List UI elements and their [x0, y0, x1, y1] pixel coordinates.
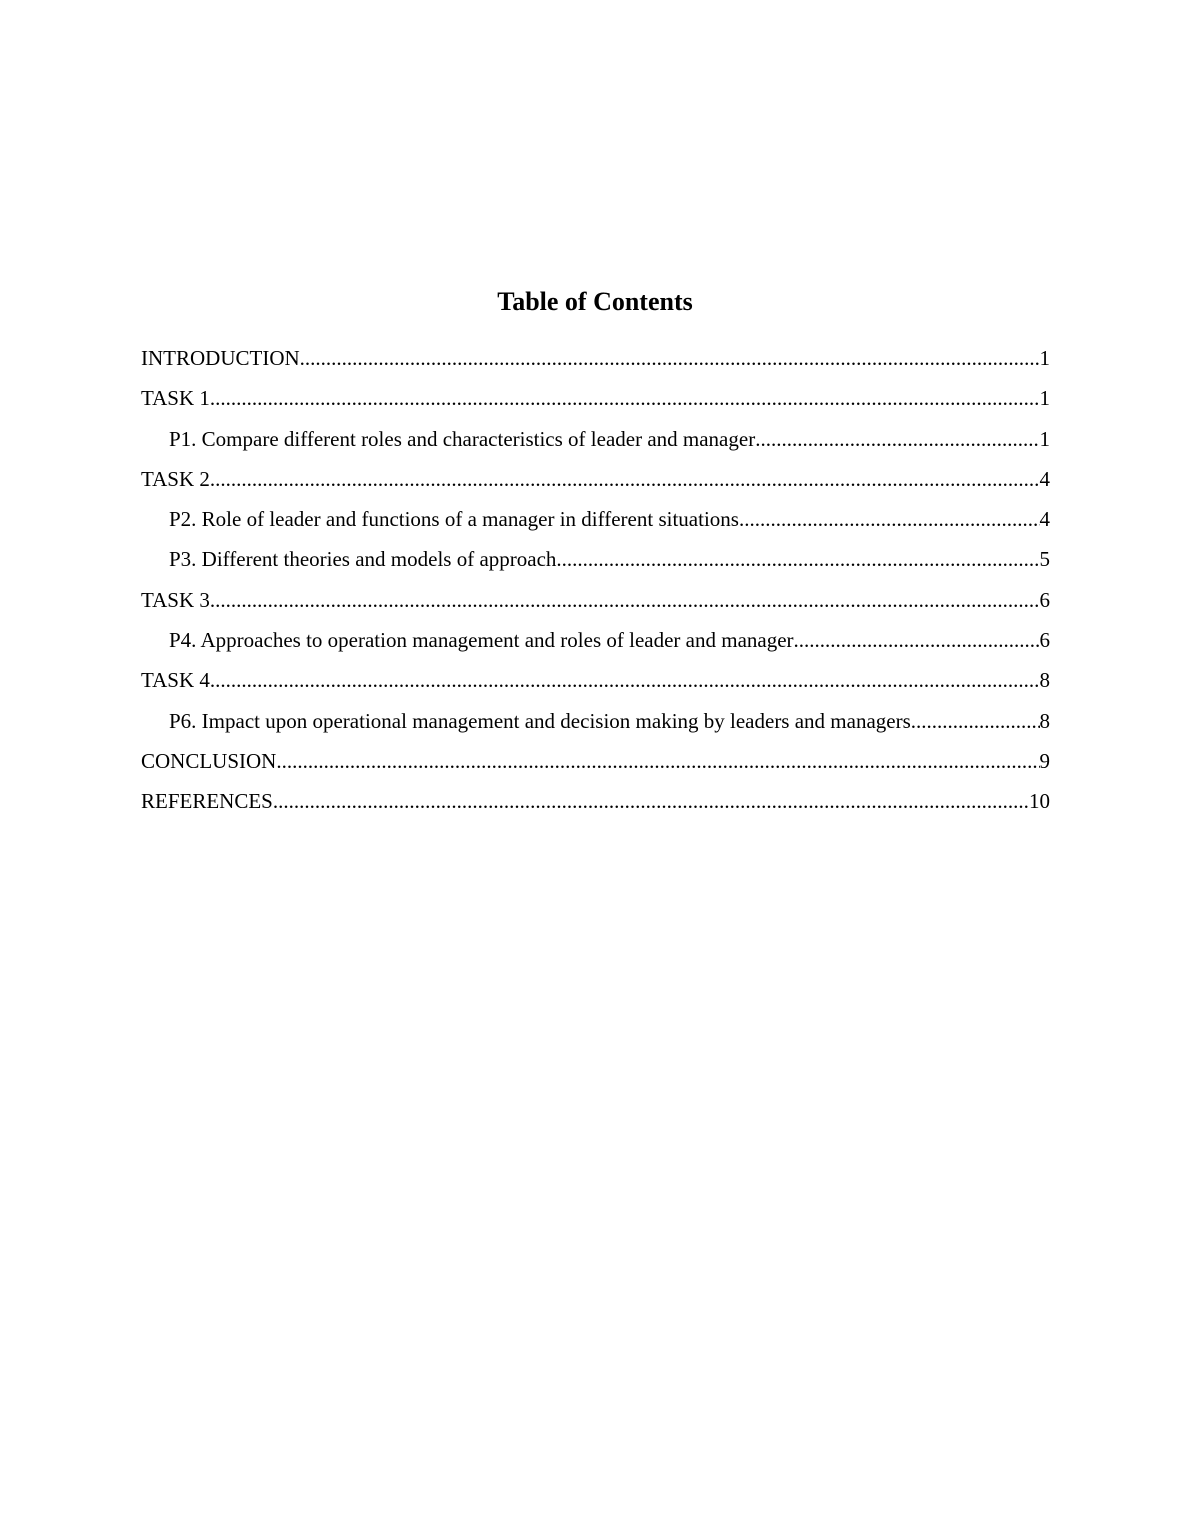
toc-page-number: 1	[1039, 386, 1050, 411]
toc-page-number: 5	[1039, 547, 1050, 572]
toc-page-number: 4	[1039, 466, 1050, 491]
toc-page-number: 4	[1039, 507, 1050, 532]
toc-page-number: 1	[1039, 346, 1050, 370]
toc-dot-leader	[210, 582, 1040, 618]
toc-entry-task-2[interactable]	[141, 461, 1050, 501]
toc-entry-label: TASK 2	[141, 466, 210, 491]
toc-dot-leader	[556, 541, 1039, 577]
toc-page-number: 8	[1039, 668, 1050, 693]
toc-entry-p6[interactable]	[141, 703, 1050, 743]
toc-entry-label: P3. Different theories and models of approach	[169, 547, 557, 572]
toc-entry-label: P1. Compare different roles and characteristics of leader and manager	[169, 426, 756, 451]
toc-dot-leader	[210, 461, 1040, 497]
toc-entry-references[interactable]	[141, 783, 1050, 823]
toc-entry-p2[interactable]	[141, 501, 1050, 541]
toc-page-number: 9	[1039, 748, 1050, 773]
toc-entry-conclusion[interactable]	[141, 743, 1050, 783]
toc-dot-leader	[794, 622, 1040, 658]
toc-entry-task-1[interactable]	[141, 380, 1050, 420]
toc-entry-p3[interactable]	[141, 541, 1050, 581]
toc-entry-label: TASK 1	[141, 386, 210, 411]
toc-dot-leader	[739, 501, 1040, 537]
toc-entry-label: P6. Impact upon operational management and decision making by leaders and managers	[169, 708, 911, 733]
toc-entry-label: CONCLUSION	[141, 748, 277, 773]
toc-dot-leader	[273, 783, 1029, 819]
toc-page-number: 6	[1039, 587, 1050, 612]
toc-dot-leader	[755, 421, 1039, 457]
toc-page-number: 6	[1039, 628, 1050, 653]
toc-entry-label: P2. Role of leader and functions of a manager in different situations	[169, 507, 739, 532]
toc-page-number: 8	[1039, 708, 1050, 733]
toc-entry-label: TASK 3	[141, 587, 210, 612]
toc-dot-leader	[210, 380, 1040, 416]
toc-entry-p4[interactable]	[141, 622, 1050, 662]
table-of-contents	[141, 340, 1050, 824]
toc-entry-label: P4. Approaches to operation management and roles of leader and manager	[169, 628, 794, 653]
toc-entry-p1[interactable]	[141, 421, 1050, 461]
toc-page-number: 10	[1029, 789, 1050, 814]
toc-entry-label: TASK 4	[141, 668, 210, 693]
toc-dot-leader	[911, 703, 1040, 739]
toc-title: Table of Contents	[497, 287, 693, 316]
toc-entry-label: INTRODUCTION	[141, 346, 300, 370]
toc-entry-task-4[interactable]	[141, 662, 1050, 702]
toc-dot-leader	[276, 743, 1039, 779]
toc-page-number: 1	[1039, 426, 1050, 451]
toc-entry-introduction[interactable]	[141, 340, 1050, 380]
toc-entry-task-3[interactable]	[141, 582, 1050, 622]
toc-dot-leader	[300, 340, 1040, 376]
toc-entry-label: REFERENCES	[141, 789, 273, 814]
toc-dot-leader	[210, 662, 1040, 698]
